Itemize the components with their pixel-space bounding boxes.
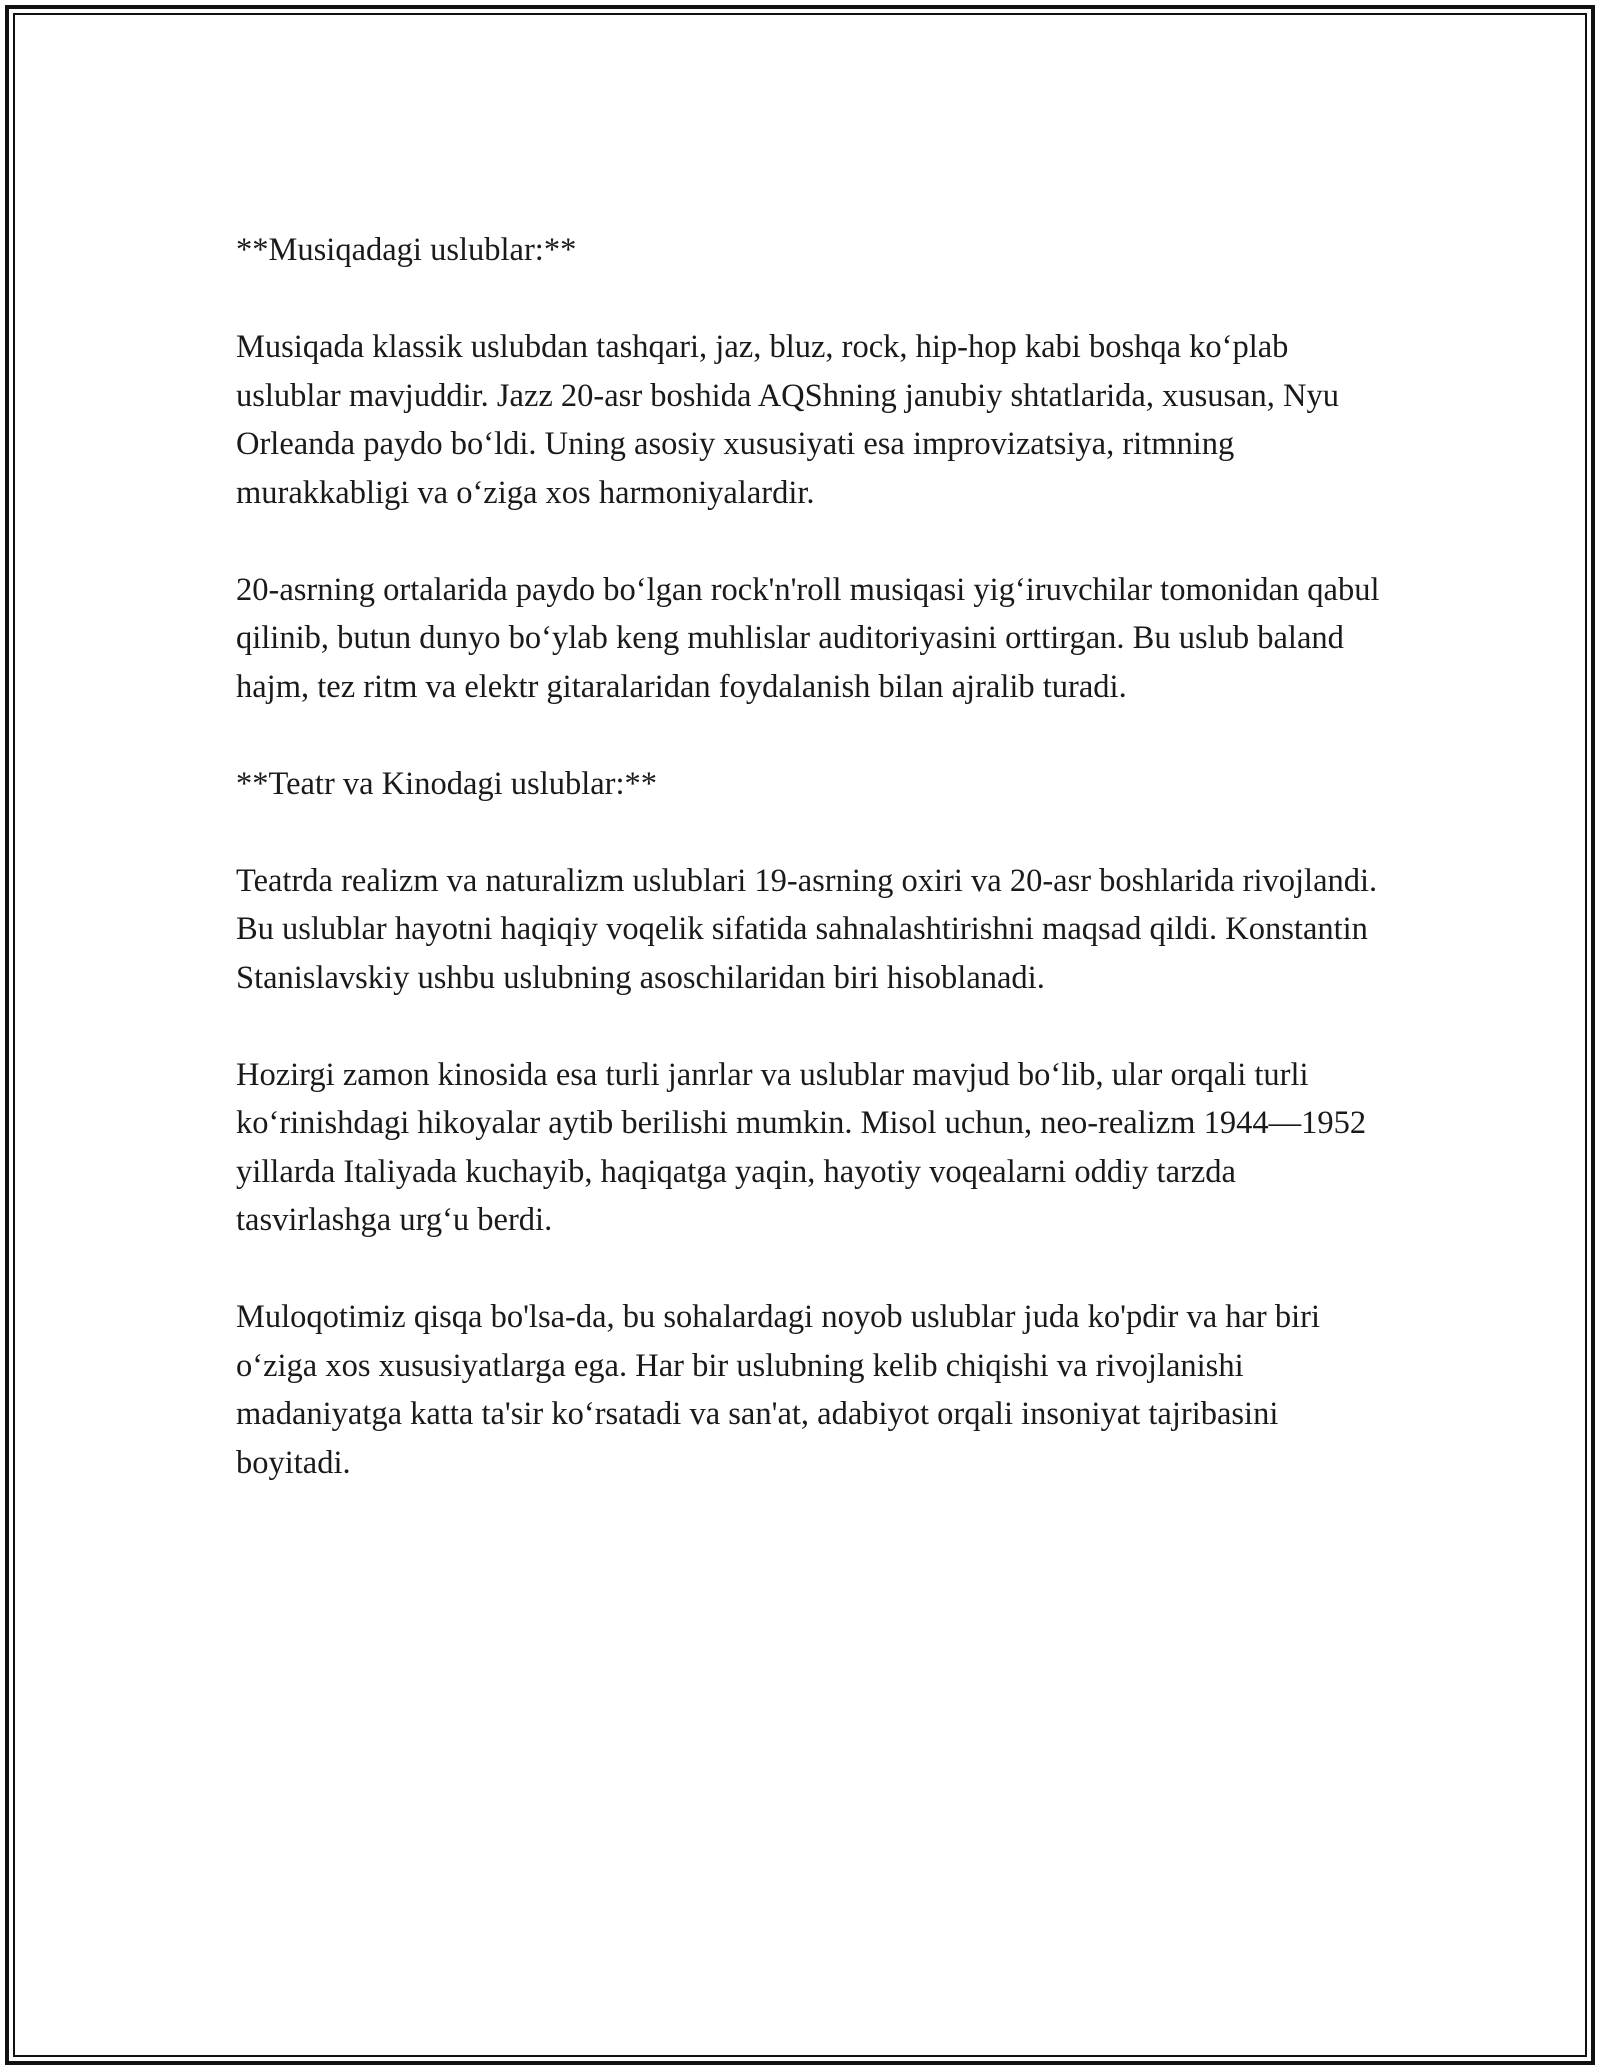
paragraph-music-jazz: Musiqada klassik uslubdan tashqari, jaz, bluz, rock, hip-hop kabi boshqa ko‘plab uslublar mavjuddir. Jazz 20-asr boshida AQShning janubiy shtatlarida, xususan, Nyu Orleanda paydo bo‘ldi. Uning asosiy xususiyati esa improvizatsiya, ritmning murakkabligi va o‘ziga xos harmoniyalardir. — [236, 329, 1340, 511]
paragraph-conclusion: Muloqotimiz qisqa bo'lsa-da, bu sohalardagi noyob uslublar juda ko'pdir va har biri o‘ziga xos xususiyatlarga ega. Har bir uslubning kelib chiqishi va rivojlanishi madaniyatga katta ta'sir ko‘rsatadi va san'at, adabiyot orqali insoniyat tajribasini boyitadi. — [236, 1299, 1321, 1481]
section-heading-music: **Musiqadagi uslublar:** — [236, 232, 577, 268]
paragraph-theatre-realism: Teatrda realizm va naturalizm uslublari 19-asrning oxiri va 20-asr boshlarida rivojlandi. Bu uslublar hayotni haqiqiy voqelik sifatida sahnalashtirishni maqsad qildi. Konstantin Stanislavskiy ushbu uslubning asoschilaridan biri hisoblanadi. — [236, 862, 1378, 996]
section-heading-theatre-cinema: **Teatr va Kinodagi uslublar:** — [236, 765, 658, 802]
paragraph-cinema-neorealism: Hozirgi zamon kinosida esa turli janrlar va uslublar mavjud bo‘lib, ular orqali turli ko‘rinishdagi hikoyalar aytib berilishi mumkin. Misol uchun, neo-realizm 1944—1952 yillarda Italiyada kuchayib, haqiqatga yaqin, hayotiy voqealarni oddiy tarzda tasvirlashga urg‘u berdi. — [236, 1056, 1367, 1238]
paragraph-music-rock: 20-asrning ortalarida paydo bo‘lgan rock'n'roll musiqasi yig‘iruvchilar tomonidan qabul qilinib, butun dunyo bo‘ylab keng muhlislar auditoriyasini orttirgan. Bu uslub baland hajm, tez ritm va elektr gitaralaridan foydalanish bilan ajralib turadi. — [236, 571, 1380, 705]
document-body — [236, 226, 1396, 1536]
